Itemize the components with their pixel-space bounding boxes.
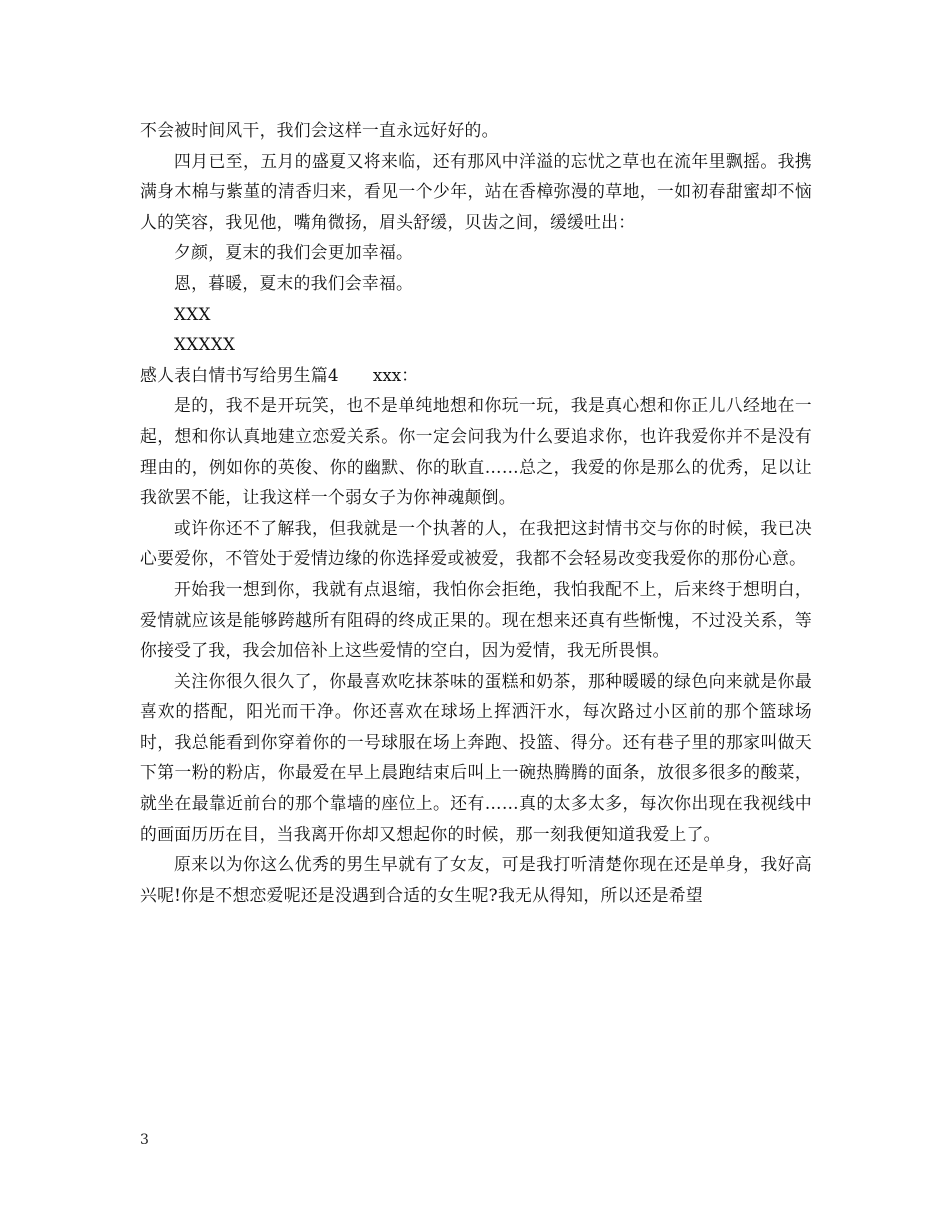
document-body <box>140 115 812 910</box>
body-paragraph-3: 开始我一想到你，我就有点退缩，我怕你会拒绝，我怕我配不上，后来终于想明白，爱情就应该是能够跨越所有阻碍的终成正果的。现在想来还真有些惭愧，不过没关系，等你接受了我，我会加倍补上这些爱情的空白，因为爱情，我无所畏惧。 <box>140 578 812 661</box>
page-number: 3 <box>140 1132 149 1148</box>
paragraph-xiyan: 夕颜，夏末的我们会更加幸福。 <box>174 242 414 263</box>
signature-line-2: XXXXX <box>174 334 236 355</box>
body-paragraph-4: 关注你很久很久了，你最喜欢吃抹茶味的蛋糕和奶茶，那种暖暖的绿色向来就是你最喜欢的搭配，阳光而干净。你还喜欢在球场上挥洒汗水，每次路过小区前的那个篮球场时，我总能看到你穿着你的一号球服在场上奔跑、投篮、得分。还有巷子里的那家叫做天下第一粉的粉店，你最爱在早上晨跑结束后叫上一碗热腾腾的面条，放很多很多的酸菜，就坐在最靠近前台的那个靠墙的座位上。还有……真的太多太多，每次你出现在我视线中的画面历历在目，当我离开你却又想起你的时候，那一刻我便知道我爱上了。 <box>140 670 812 844</box>
section-title: 感人表白情书写给男生篇4 <box>140 364 339 385</box>
signature-line-1: XXX <box>174 303 211 324</box>
body-paragraph-5: 原来以为你这么优秀的男生早就有了女友，可是我打听清楚你现在还是单身，我好高兴呢!你是不想恋爱呢还是没遇到合适的女生呢?我无从得知，所以还是希望 <box>140 854 812 905</box>
letter-greeting: xxx： <box>372 364 419 385</box>
section-heading <box>140 360 812 391</box>
body-paragraph-2: 或许你还不了解我，但我就是一个执著的人，在我把这封情书交与你的时候，我已决心要爱你，不管处于爱情边缘的你选择爱或被爱，我都不会轻易改变我爱你的那份心意。 <box>140 517 812 569</box>
body-paragraph-1: 是的，我不是开玩笑，也不是单纯地想和你玩一玩，我是真心想和你正儿八经地在一起，想和你认真地建立恋爱关系。你一定会问我为什么要追求你，也许我爱你并不是没有理由的，例如你的英俊、你的幽默、你的耿直……总之，我爱的你是那么的优秀，足以让我欲罢不能，让我这样一个弱女子为你神魂颠倒。 <box>140 395 812 508</box>
paragraph-april: 四月已至，五月的盛夏又将来临，还有那风中洋溢的忘忧之草也在流年里飘摇。我携满身木棉与紫堇的清香归来，看见一个少年，站在香樟弥漫的草地，一如初春甜蜜却不恼人的笑容，我见他，嘴角微扬，眉头舒缓，贝齿之间，缓缓吐出： <box>140 150 812 232</box>
paragraph-munuan: 恩，暮暖，夏末的我们会幸福。 <box>174 272 414 293</box>
paragraph-continuation: 不会被时间风干，我们会这样一直永远好好的。 <box>140 120 499 140</box>
